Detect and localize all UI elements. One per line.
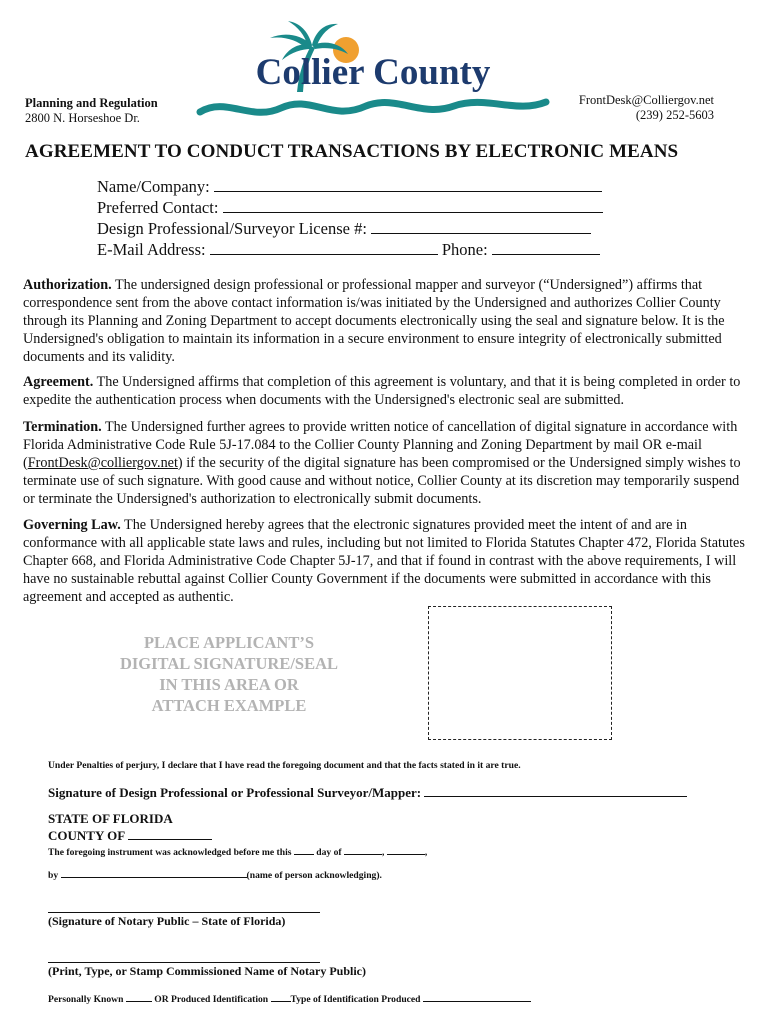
produced-id-input[interactable]	[271, 991, 291, 1002]
person-name-input[interactable]	[61, 867, 247, 878]
contact-block	[579, 93, 714, 123]
notary-name-label: (Print, Type, or Stamp Commissioned Name of Notary Public)	[48, 964, 366, 978]
type-id-input[interactable]	[423, 991, 531, 1002]
personally-known-input[interactable]	[126, 991, 152, 1002]
page-title: AGREEMENT TO CONDUCT TRANSACTIONS BY ELECTRONIC MEANS	[25, 141, 679, 162]
county-input[interactable]	[128, 827, 212, 840]
department-name: Planning and Regulation	[25, 96, 158, 110]
section-text: The Undersigned affirms that completion of this agreement is voluntary, and that it is being completed in order to expedite the authentication process when documents with the Undersigned's electronic seal are submitted.	[23, 374, 741, 408]
department-block	[25, 96, 158, 126]
acknowledged-by-row	[48, 867, 382, 881]
contact-email[interactable]: FrontDesk@Colliergov.net	[578, 93, 714, 107]
email-input[interactable]	[210, 240, 438, 255]
field-license	[97, 218, 603, 239]
county-row	[48, 827, 212, 844]
ack-text: day of	[316, 847, 342, 858]
collier-county-logo	[196, 18, 550, 126]
produced-id-label: OR Produced Identification	[154, 994, 269, 1005]
agreement-section	[23, 373, 751, 409]
notary-name-line[interactable]	[48, 962, 320, 963]
frontdesk-email-link[interactable]: FrontDesk@colliergov.net	[27, 455, 178, 471]
notary-signature-label: (Signature of Notary Public – State of Florida)	[48, 914, 286, 928]
name-company-input[interactable]	[214, 177, 602, 192]
license-input[interactable]	[371, 219, 591, 234]
field-label: Name/Company:	[97, 177, 210, 196]
field-name-company	[97, 176, 603, 197]
field-label: Design Professional/Surveyor License #:	[97, 219, 367, 238]
termination-section	[23, 418, 751, 508]
seal-line: IN THIS AREA OR	[159, 675, 299, 694]
field-label: Phone:	[441, 240, 488, 259]
contact-phone: (239) 252-5603	[635, 108, 714, 122]
perjury-statement: Under Penalties of perjury, I declare that I have read the foregoing document and that the facts stated in it are true.	[48, 760, 521, 771]
type-id-label: Type of Identification Produced	[290, 994, 421, 1005]
month-input[interactable]	[344, 844, 382, 855]
day-input[interactable]	[294, 844, 314, 855]
signature-row	[48, 784, 687, 801]
field-preferred-contact	[97, 197, 603, 218]
digital-signature-box[interactable]	[428, 606, 612, 740]
section-text: ) if the security of the digital signature has been compromised or the Undersigned simply wishes to terminate use of such signature. With good cause and without notice, Collier County at its discretion may temporarily suspend or terminate the Undersigned's authorization to electronically submit documents.	[23, 455, 741, 507]
field-email-phone	[97, 239, 603, 260]
seal-line: ATTACH EXAMPLE	[151, 696, 307, 715]
seal-instructions	[100, 632, 358, 716]
section-heading: Agreement.	[23, 374, 94, 390]
notary-signature-line[interactable]	[48, 912, 320, 913]
logo-text: Collier County	[255, 52, 491, 93]
phone-input[interactable]	[492, 240, 600, 255]
county-label: COUNTY OF	[48, 828, 125, 843]
governing-law-section	[23, 516, 751, 606]
seal-line: PLACE APPLICANT’S	[143, 633, 315, 652]
department-address: 2800 N. Horseshoe Dr.	[25, 111, 140, 125]
seal-line: DIGITAL SIGNATURE/SEAL	[119, 654, 339, 673]
section-text: The Undersigned further agrees to provide written notice of cancellation of digital signature in accordance with Florida Administrative Code Rule 5J-17.084 to the Collier County Planning and Zoning Department by mail OR e-mail (	[23, 419, 738, 471]
section-text: The undersigned design professional or professional mapper and surveyor (“Undersigned”) affirms that correspondence sent from the above contact information is/was initiated by the Undersigned and authorizes Collier County through its Planning and Zoning Department to accept documents electronically using the seal and signature below. It is the Undersigned's obligation to maintain its information in a secure environment to ensure integrity of electronically submitted documents and its validity.	[23, 277, 725, 365]
acknowledgment-row: The foregoing instrument was acknowledged before me this day of , ,	[48, 844, 427, 858]
personally-known-label: Personally Known	[48, 994, 124, 1005]
contact-fields	[97, 176, 603, 260]
by-label: by	[48, 870, 59, 881]
state-label: STATE OF FLORIDA	[48, 811, 173, 826]
section-heading: Termination.	[23, 419, 102, 435]
field-label: E-Mail Address:	[97, 240, 206, 259]
person-label: (name of person acknowledging).	[246, 870, 382, 881]
year-input[interactable]	[387, 844, 425, 855]
section-text: The Undersigned hereby agrees that the electronic signatures provided meet the intent of and are in conformance with all applicable state laws and rules, including but not limited to Florida Statutes Chapter 472, Florida Statutes Chapter 668, and Florida Administrative Code Chapter 5J-17, and that if found in contrast with the above requirements, I will have no sustainable rebuttal against Collier County Government if the documents were submitted in accordance with this agreement and accepted as authentic.	[23, 517, 745, 605]
field-label: Preferred Contact:	[97, 198, 219, 217]
section-heading: Governing Law.	[23, 517, 121, 533]
signature-label: Signature of Design Professional or Professional Surveyor/Mapper:	[48, 785, 422, 800]
section-heading: Authorization.	[23, 277, 112, 293]
ack-text: The foregoing instrument was acknowledged before me this	[48, 847, 292, 858]
preferred-contact-input[interactable]	[223, 198, 603, 213]
authorization-section	[23, 276, 751, 366]
identification-row	[48, 991, 531, 1005]
signature-input[interactable]	[424, 784, 687, 797]
